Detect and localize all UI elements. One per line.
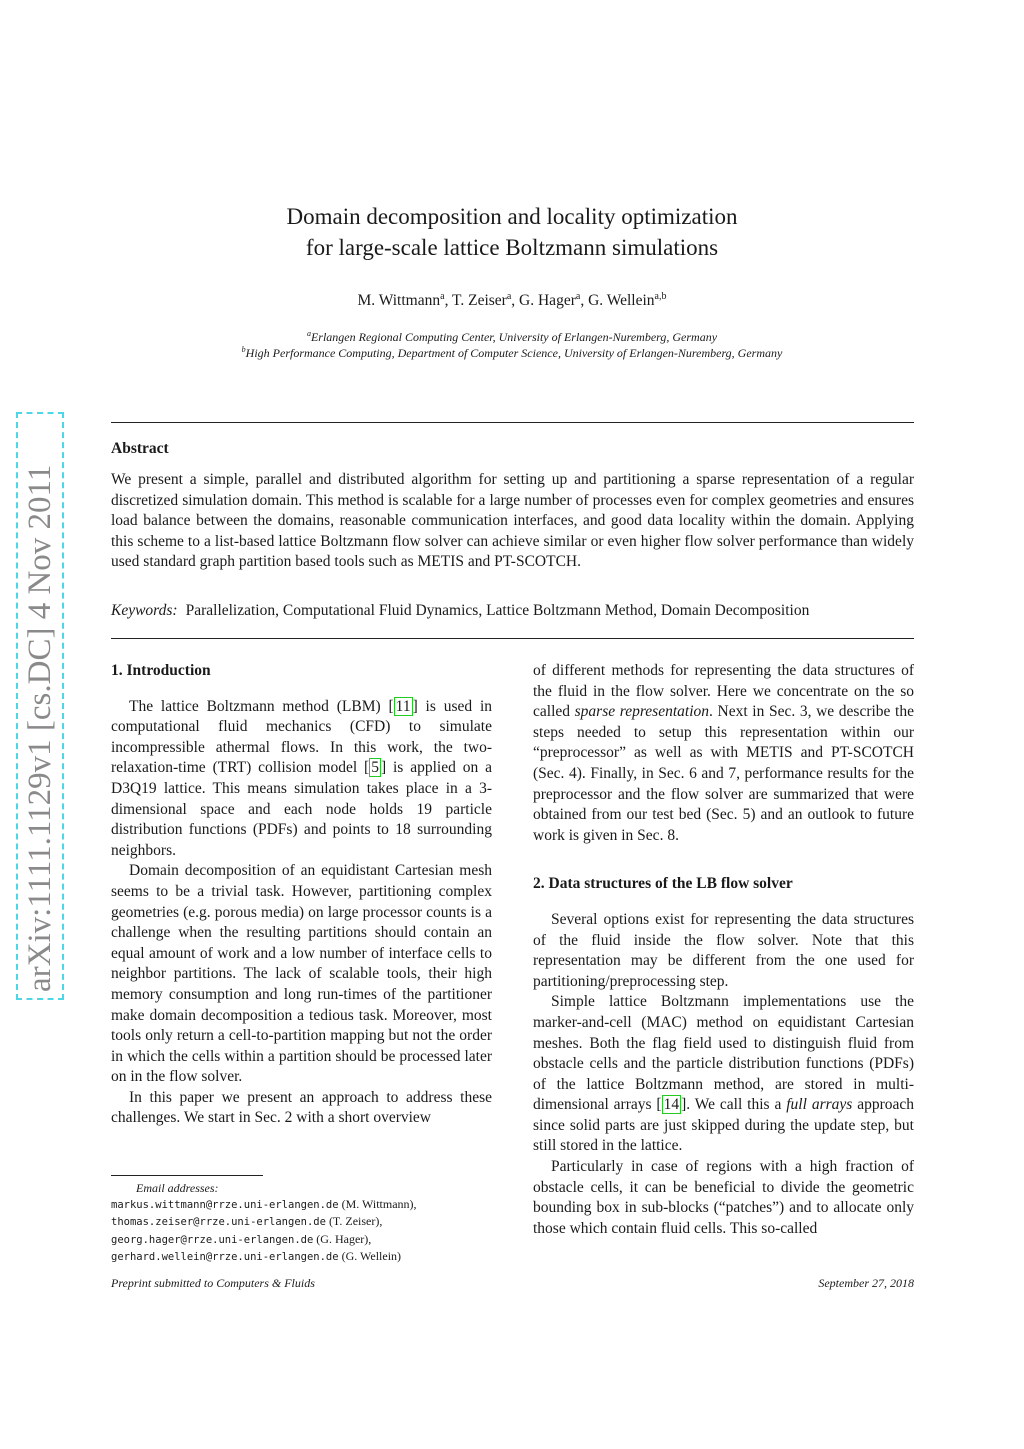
paragraph bbox=[533, 992, 914, 1157]
author-affiliation-mark: a,b bbox=[654, 291, 667, 302]
abstract-bottom-rule bbox=[111, 638, 914, 639]
text: Simple lattice Boltzmann implementations use the marker-and-cell (MAC) method on equidistant Cartesian meshes. Both the flag field used to distinguish fluid from obstacle cells and the particle distribution functions (PDFs) of the lattice Boltzmann method, are stored in multi-dimensional arrays [ bbox=[533, 993, 914, 1114]
section-heading-data-structures: 2. Data structures of the LB flow solver bbox=[533, 875, 793, 893]
footnote-line bbox=[111, 1248, 511, 1265]
text: approach since solid parts are just skipped during the update step, but still stored in the lattice. bbox=[533, 1096, 914, 1155]
text: The lattice Boltzmann method (LBM) [ bbox=[129, 697, 394, 715]
citation-link[interactable]: 14 bbox=[663, 1096, 680, 1114]
paragraph: Particularly in case of regions with a high fraction of obstacle cells, it can be beneficial to divide the geometric bounding box in sub-blocks (“patches”) and to allocate only those which contain fluid cells. This so-called bbox=[533, 1158, 914, 1237]
affiliation-mark: a bbox=[306, 329, 311, 338]
paper-title-line-1: Domain decomposition and locality optimization bbox=[286, 204, 738, 229]
keywords bbox=[111, 602, 914, 620]
keywords-text: Parallelization, Computational Fluid Dynamics, Lattice Boltzmann Method, Domain Decomposition bbox=[185, 602, 810, 619]
abstract-top-rule bbox=[111, 422, 914, 423]
author-name: G. Wellein bbox=[588, 292, 655, 310]
paragraph: In this paper we present an approach to address these challenges. We start in Sec. 2 with a short overview bbox=[111, 1088, 492, 1127]
section-heading-introduction: 1. Introduction bbox=[111, 662, 211, 679]
email-link[interactable]: markus.wittmann@rrze.uni-erlangen.de bbox=[111, 1199, 339, 1212]
citation-link[interactable]: 5 bbox=[371, 759, 379, 777]
text: ] is used in computational fluid mechanics (CFD) to simulate incompressible athermal flows. In this work, the two-relaxation-time (TRT) collision model [ bbox=[111, 697, 493, 777]
abstract-text: We present a simple, parallel and distributed algorithm for setting up and partitioning a sparse representation of a regular discretized simulation domain. This method is scalable for a large number of processes even for complex geometries and ensures load balance between the domains, reasonable communication interfaces, and good data locality within the domain. Applying this scheme to a list-based lattice Boltzmann flow solver can achieve similar or even higher flow solver performance than widely used standard graph partition based tools such as METIS and PT-SCOTCH. bbox=[111, 471, 914, 570]
text: . Next in Sec. 3, we describe the steps needed to setup this representation within our “preprocessor” as well as with METIS and PT-SCOTCH (Sec. 4). Finally, in Sec. 6 and 7, performance results for the preprocessor and the flow solver are summarized that were obtained from our test bed (Sec. 5) and an outlook to future work is given in Sec. 8. bbox=[533, 703, 914, 844]
footnote-heading: Email addresses: bbox=[136, 1181, 219, 1195]
paper-title-line-2: for large-scale lattice Boltzmann simulations bbox=[305, 235, 719, 260]
author-name: M. Wittmann bbox=[357, 292, 441, 310]
arxiv-stamp[interactable]: arXiv:1111.1129v1 [cs.DC] 4 Nov 2011 bbox=[16, 412, 64, 1000]
text: ] is applied on a D3Q19 lattice. This means simulation takes place in a 3-dimensional space and each node holds 19 particle distribution functions (PDFs) and points to 18 surrounding neighbors. bbox=[111, 759, 492, 859]
footnote-line bbox=[111, 1231, 511, 1248]
text: of different methods for representing the data structures of the fluid in the flow solver. Here we concentrate on the so called bbox=[533, 662, 914, 721]
affiliation-text: Erlangen Regional Computing Center, University of Erlangen-Nuremberg, Germany bbox=[310, 330, 718, 344]
footer-journal: Preprint submitted to Computers & Fluids bbox=[111, 1276, 315, 1290]
email-owner: (T. Zeiser), bbox=[328, 1214, 383, 1229]
paragraph bbox=[533, 661, 914, 846]
paragraph: Several options exist for representing the data structures of the fluid inside the flow solver. Note that this representation may be different from the one used for partitioning/preprocessing step. bbox=[533, 910, 914, 990]
footer-date: September 27, 2018 bbox=[818, 1276, 914, 1290]
author-list: M. Wittmann$^a$, T. Zeiser$^a$, G. Hager$^a$, G. Wellein$^{a,b}$ bbox=[357, 291, 667, 310]
author-affiliation-mark: a bbox=[440, 291, 445, 302]
email-link[interactable]: georg.hager@rrze.uni-erlangen.de bbox=[111, 1233, 314, 1246]
affiliation-b bbox=[0, 345, 1024, 361]
emphasis: full arrays bbox=[786, 1096, 853, 1114]
author-name: G. Hager bbox=[519, 292, 576, 310]
left-column bbox=[111, 661, 492, 1129]
email-owner: (G. Wellein) bbox=[341, 1248, 402, 1263]
right-column bbox=[533, 661, 914, 1239]
paragraph: Domain decomposition of an equidistant Cartesian mesh seems to be a trivial task. However, partitioning complex geometries (e.g. porous media) on large processor counts is a challenge when the resulting partitions should contain an equal amount of work and a low number of interface cells to neighbor partitions. The lack of scalable tools, their high memory consumption and long run-times of the partitioner make domain decomposition a tedious task. Moreover, most tools only return a cell-to-partition mapping but not the order in which the cells within a partition should be processed later on in the flow solver. bbox=[111, 862, 492, 1086]
footnote-emails bbox=[111, 1180, 511, 1265]
paragraph bbox=[111, 697, 492, 862]
footnote-line bbox=[111, 1196, 511, 1213]
abstract-heading: Abstract bbox=[111, 440, 169, 457]
keywords-label: Keywords: bbox=[111, 602, 178, 619]
email-owner: (M. Wittmann), bbox=[341, 1197, 417, 1212]
footnote-rule bbox=[111, 1175, 263, 1176]
affiliation-a bbox=[0, 329, 1024, 345]
affiliation-mark: b bbox=[241, 345, 246, 354]
footnote-line bbox=[111, 1213, 511, 1230]
author-affiliation-mark: a bbox=[506, 291, 512, 302]
emphasis: sparse representation bbox=[574, 703, 709, 721]
text: ]. We call this a bbox=[681, 1096, 787, 1114]
author-affiliation-mark: a bbox=[575, 291, 581, 302]
author-name: T. Zeiser bbox=[452, 292, 507, 310]
citation-link[interactable]: 11 bbox=[395, 697, 411, 715]
email-link[interactable]: thomas.zeiser@rrze.uni-erlangen.de bbox=[111, 1216, 326, 1229]
email-owner: (G. Hager), bbox=[316, 1231, 372, 1246]
affiliation-text: High Performance Computing, Department of Computer Science, University of Erlangen-Nuremberg, Germany bbox=[245, 346, 783, 360]
email-link[interactable]: gerhard.wellein@rrze.uni-erlangen.de bbox=[111, 1250, 339, 1263]
